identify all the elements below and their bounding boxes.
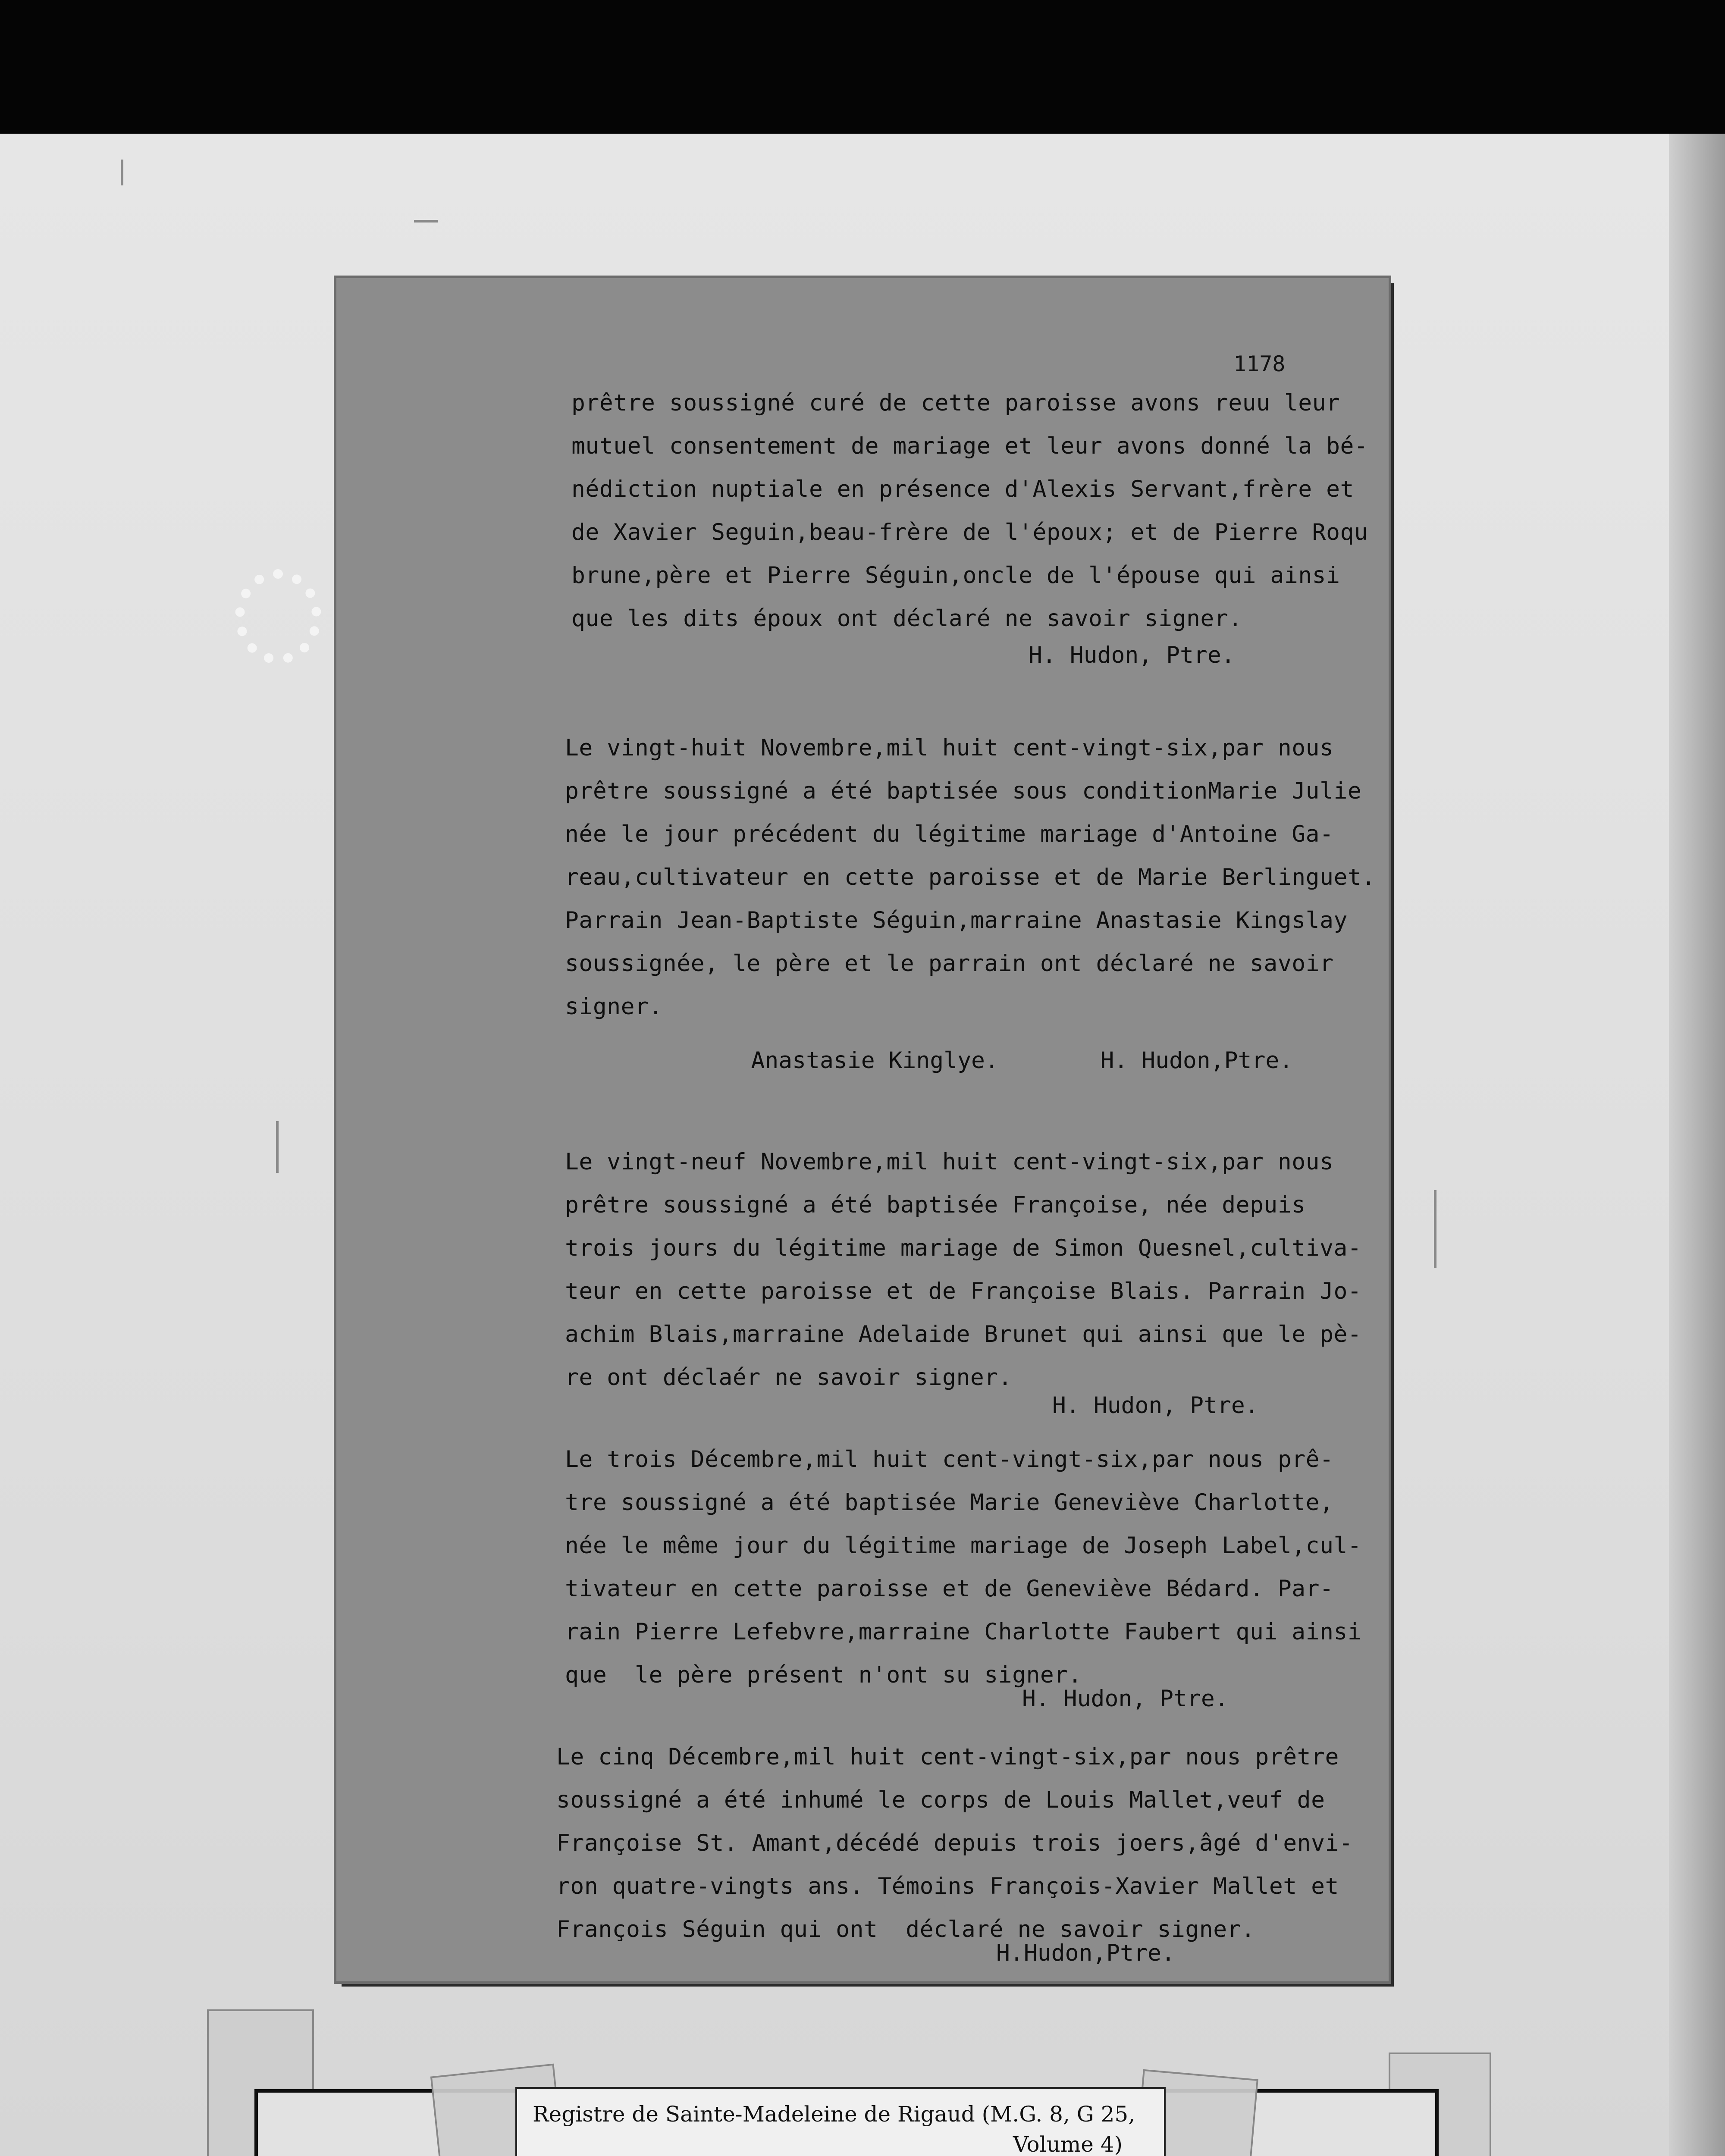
witness-signature: Anastasie Kinglye.: [751, 1047, 999, 1074]
entry-line: re ont déclaér ne savoir signer.: [565, 1364, 1013, 1391]
register-entry: [565, 1141, 1362, 1421]
entry-line: Françoise St. Amant,décédé depuis trois joers,âgé d'envi-: [556, 1830, 1353, 1856]
entry-line: que les dits époux ont déclaré ne savoir signer.: [571, 605, 1242, 632]
entry-line: tivateur en cette paroisse et de Geneviève Bédard. Par-: [565, 1576, 1334, 1602]
entry-line: née le même jour du légitime mariage de Joseph Label,cul-: [565, 1532, 1362, 1559]
film-scratch: [1434, 1190, 1436, 1268]
film-edge: [1669, 134, 1725, 2156]
priest-signature: H. Hudon, Ptre.: [1029, 642, 1235, 668]
register-entry: [556, 1736, 1353, 1968]
entry-line: prêtre soussigné a été baptisée sous conditionMarie Julie: [565, 778, 1362, 804]
entry-line: brune,père et Pierre Séguin,oncle de l'épouse qui ainsi: [571, 562, 1340, 589]
entry-line: trois jours du légitime mariage de Simon Quesnel,cultiva-: [565, 1235, 1362, 1261]
entry-line: mutuel consentement de mariage et leur avons donné la bé-: [571, 433, 1368, 459]
entry-line: signer.: [565, 993, 663, 1020]
register-entry: [565, 727, 1376, 1074]
entry-line: François Séguin qui ont déclaré ne savoir signer.: [556, 1916, 1255, 1943]
register-entry: [565, 1438, 1362, 1714]
entry-line: tre soussigné a été baptisée Marie Geneviève Charlotte,: [565, 1489, 1334, 1516]
film-scratch: [276, 1121, 279, 1173]
register-page: [336, 278, 1389, 1981]
entry-line: née le jour précédent du légitime mariage d'Antoine Ga-: [565, 821, 1334, 847]
priest-signature: H. Hudon, Ptre.: [1052, 1392, 1259, 1419]
entry-line: que le père présent n'ont su signer.: [565, 1662, 1082, 1688]
entry-line: reau,cultivateur en cette paroisse et de Marie Berlinguet.: [565, 864, 1376, 890]
entry-line: ron quatre-vingts ans. Témoins François-Xavier Mallet et: [556, 1873, 1339, 1899]
reference-text: Volume 4): [1013, 2132, 1123, 2156]
page-number: 1178: [1233, 351, 1286, 376]
entry-line: nédiction nuptiale en présence d'Alexis Servant,frère et: [571, 476, 1354, 502]
entry-line: soussigné a été inhumé le corps de Louis Mallet,veuf de: [556, 1787, 1325, 1813]
film-punch-mark: [235, 569, 321, 664]
entry-line: Le vingt-huit Novembre,mil huit cent-vingt-six,par nous: [565, 735, 1334, 761]
entry-line: achim Blais,marraine Adelaide Brunet qui ainsi que le pè-: [565, 1321, 1362, 1348]
entry-line: Le cinq Décembre,mil huit cent-vingt-six,par nous prêtre: [556, 1744, 1339, 1770]
entry-line: de Xavier Seguin,beau-frère de l'époux; et de Pierre Roqu: [571, 519, 1368, 545]
entry-line: teur en cette paroisse et de Françoise Blais. Parrain Jo-: [565, 1278, 1362, 1304]
reference-label: [515, 2087, 1166, 2156]
entry-line: Le vingt-neuf Novembre,mil huit cent-vingt-six,par nous: [565, 1149, 1334, 1175]
film-scratch: [121, 160, 123, 185]
reference-text: Registre de Sainte-Madeleine de Rigaud (M.G. 8, G 25,: [533, 2102, 1135, 2127]
entry-line: Parrain Jean-Baptiste Séguin,marraine Anastasie Kingslay: [565, 907, 1348, 934]
priest-signature: H. Hudon,Ptre.: [1100, 1047, 1293, 1074]
entry-line: Le trois Décembre,mil huit cent-vingt-six,par nous prê-: [565, 1446, 1334, 1473]
entry-line: rain Pierre Lefebvre,marraine Charlotte Faubert qui ainsi: [565, 1619, 1362, 1645]
priest-signature: H. Hudon, Ptre.: [1022, 1686, 1229, 1712]
entry-line: soussignée, le père et le parrain ont déclaré ne savoir: [565, 950, 1334, 977]
signature-row: [565, 1015, 1293, 1074]
entry-line: prêtre soussigné curé de cette paroisse avons reuu leur: [571, 390, 1340, 416]
priest-signature: H.Hudon,Ptre.: [996, 1940, 1175, 1966]
register-entry: [571, 382, 1368, 671]
film-scratch: [414, 220, 438, 222]
entry-line: prêtre soussigné a été baptisée Françoise, née depuis: [565, 1192, 1306, 1218]
